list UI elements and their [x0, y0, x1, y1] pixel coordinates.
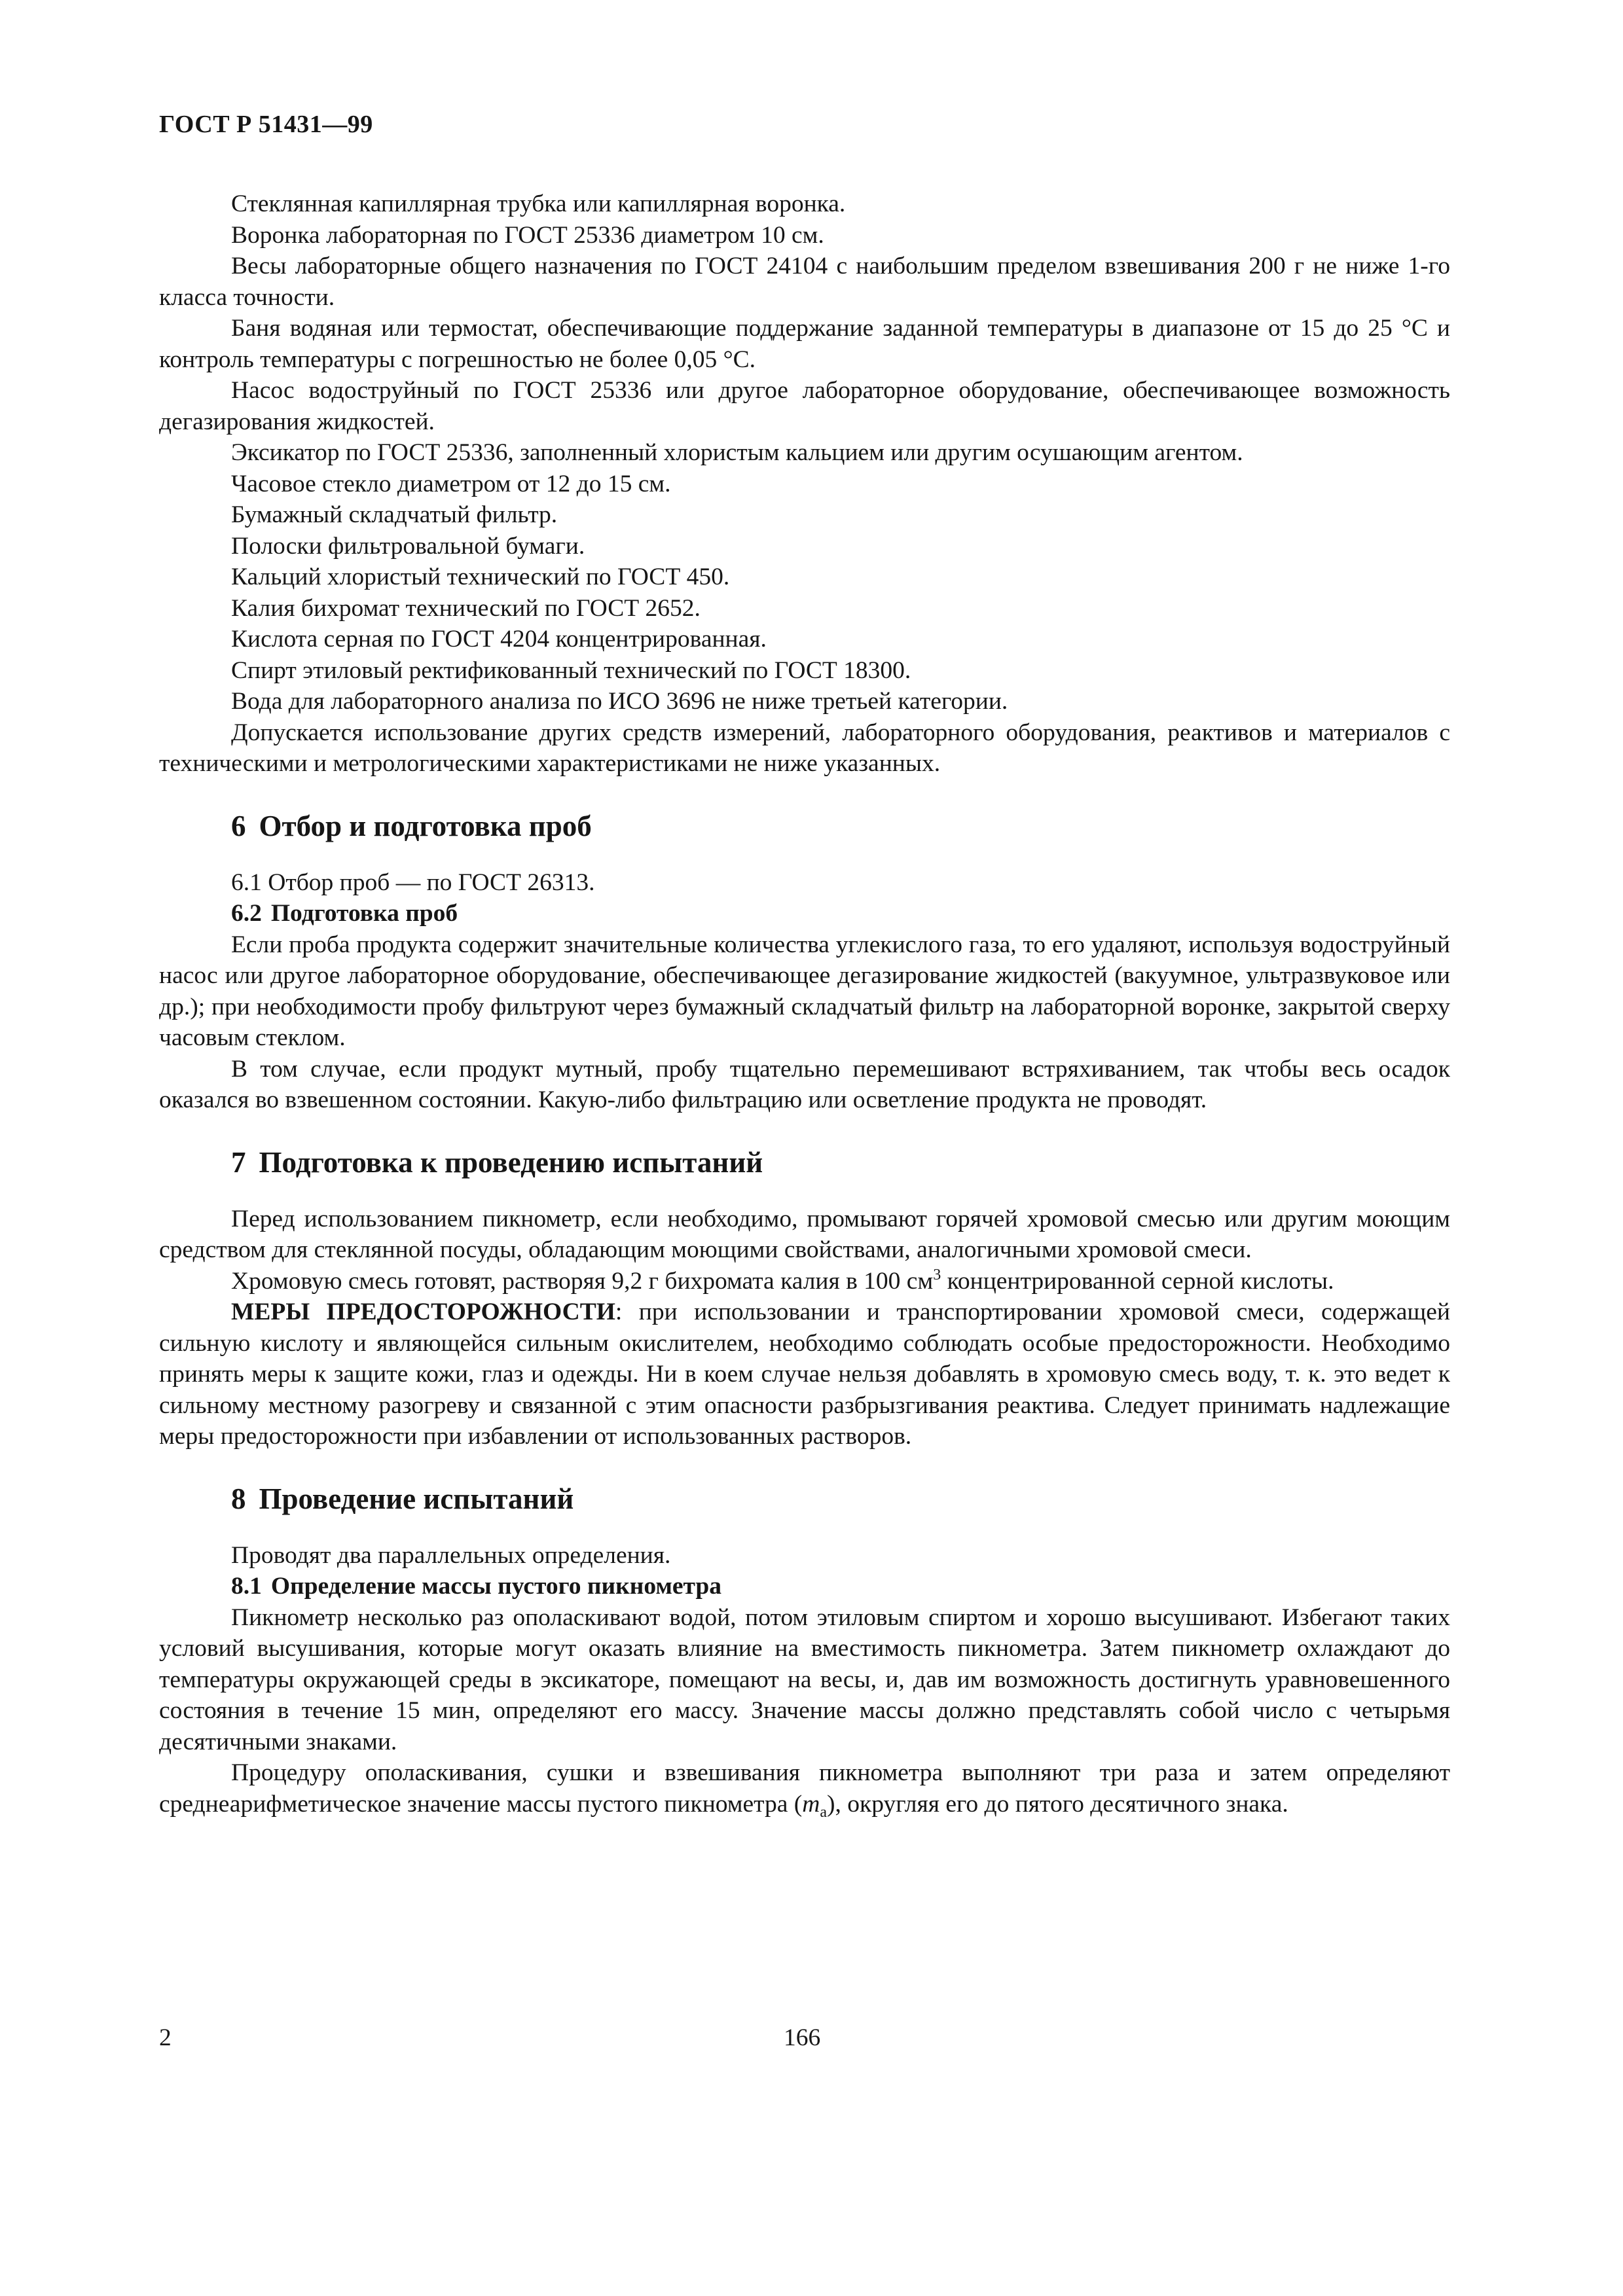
paragraph: Проводят два параллельных определения.: [231, 1541, 671, 1569]
equipment-item: Вода для лабораторного анализа по ИСО 3696 не ниже третьей категории.: [231, 688, 1008, 715]
equipment-item: Часовое стекло диаметром от 12 до 15 см.: [231, 470, 671, 497]
subsection-8-1-heading: [159, 1571, 1450, 1602]
paragraph-precautions: МЕРЫ ПРЕДОСТОРОЖНОСТИ: при использовании и транспортировании хромовой смеси, содержащей сильную кислоту и являющейся сильным окислителем, необходимо соблюдать особые предосторожности. Необходимо принять меры к защите кожи, глаз и одежды. Ни в коем случае нельзя добавлять в хромовую смесь воду, т. к. это ведет к сильному местному разогреву и связанной с этим опасности разбрызгивания реактива. Следует принимать надлежащие меры предосторожности при избавлении от использованных растворов.: [159, 1299, 1450, 1450]
equipment-item: Воронка лабораторная по ГОСТ 25336 диаметром 10 см.: [231, 221, 824, 249]
paragraph: Если проба продукта содержит значительные количества углекислого газа, то его удаляют, используя водоструйный насос или другое лабораторное оборудование, обеспечивающее дегазирование жидкостей (вакуумное, ультразвуковое или др.); при необходимости пробу фильтруют через бумажный складчатый фильтр на лабораторной воронке, закрытой сверху часовым стеклом.: [159, 931, 1450, 1051]
paragraph-mass-average: Процедуру ополаскивания, сушки и взвешивания пикнометра выполняют три раза и затем определяют среднеарифметическое значение массы пустого пикнометра $(m_a)$, округляя его до пятого десятичного знака.: [159, 1759, 1450, 1821]
paragraph: Перед использованием пикнометр, если необходимо, промывают горячей хромовой смесью или другим моющим средством для стеклянной посуды, обладающим моющими свойствами, аналогичными хромовой смеси.: [159, 1205, 1450, 1263]
superscript: 3: [933, 1266, 941, 1283]
subsection-number: 6.2: [231, 900, 262, 927]
paragraph: В том случае, если продукт мутный, пробу тщательно перемешивают встряхиванием, так чтобы весь осадок оказался во взвешенном состоянии. Какую-либо фильтрацию или осветление продукта не проводят.: [159, 1055, 1450, 1113]
subsection-title: Определение массы пустого пикнометра: [270, 1573, 722, 1600]
equipment-item: Баня водяная или термостат, обеспечивающие поддержание заданной температуры в диапазоне от 15 до 25 °С и контроль температуры с погрешностью не более 0,05 °С.: [159, 315, 1450, 373]
equipment-item: Полоски фильтровальной бумаги.: [231, 532, 585, 560]
section-7-heading: [159, 1145, 1450, 1179]
section-number: 8: [231, 1482, 246, 1515]
paragraph-6-1: 6.1 Отбор проб — по ГОСТ 26313.: [231, 869, 595, 896]
document-body: [159, 188, 1450, 1820]
section-title: Отбор и подготовка проб: [259, 809, 592, 842]
subsection-number: 8.1: [231, 1573, 262, 1600]
variable-m: m: [802, 1790, 820, 1818]
equipment-note: Допускается использование других средств измерений, лабораторного оборудования, реактивов и материалов с техническими и метрологическими характеристиками не ниже указанных.: [159, 719, 1450, 777]
equipment-item: Калия бихромат технический по ГОСТ 2652.: [231, 594, 701, 622]
subscript: a: [820, 1803, 828, 1821]
section-title: Проведение испытаний: [259, 1482, 574, 1515]
equipment-item: Кальций хлористый технический по ГОСТ 450.: [231, 564, 730, 590]
equipment-item: Эксикатор по ГОСТ 25336, заполненный хлористым кальцием или другим осушающим агентом.: [231, 439, 1243, 466]
section-title: Подготовка к проведению испытаний: [259, 1145, 763, 1179]
paragraph-chromic-mixture: Хромовую смесь готовят, растворяя 9,2 г бихромата калия в 100 $см^3$ концентрированной серной кислоты.: [231, 1266, 1334, 1295]
section-number: 7: [231, 1145, 246, 1179]
equipment-item: Кислота серная по ГОСТ 4204 концентрированная.: [231, 626, 767, 653]
equipment-item: Весы лабораторные общего назначения по ГОСТ 24104 с наибольшим пределом взвешивания 200 г не ниже 1-го класса точности.: [159, 253, 1450, 311]
precautions-label: МЕРЫ ПРЕДОСТОРОЖНОСТИ: [231, 1299, 615, 1325]
equipment-item: Стеклянная капиллярная трубка или капиллярная воронка.: [231, 190, 846, 217]
equipment-item: Бумажный складчатый фильтр.: [231, 501, 558, 528]
section-number: 6: [231, 809, 246, 842]
section-8-heading: [159, 1482, 1450, 1516]
section-6-heading: [159, 809, 1450, 843]
subsection-6-2-heading: [159, 898, 1450, 929]
equipment-item: Спирт этиловый ректификованный технический по ГОСТ 18300.: [231, 656, 911, 684]
equipment-item: Насос водоструйный по ГОСТ 25336 или другое лабораторное оборудование, обеспечивающее возможность дегазирования жидкостей.: [159, 377, 1450, 435]
page-number-center: 166: [784, 2024, 821, 2051]
subsection-title: Подготовка проб: [270, 900, 458, 927]
paragraph: Пикнометр несколько раз ополаскивают водой, потом этиловым спиртом и хорошо высушивают. Избегают таких условий высушивания, которые могут оказать влияние на вместимость пикнометра. Затем пикнометр охлаждают до температуры окружающей среды в эксикаторе, помещают на весы, и, дав им возможность достигнуть уравновешенного состояния в течение 15 мин, определяют его массу. Значение массы должно представлять собой число с четырьмя десятичными знаками.: [159, 1604, 1450, 1755]
page-number-left: 2: [159, 2024, 172, 2051]
document-header: ГОСТ Р 51431—99: [159, 111, 373, 138]
